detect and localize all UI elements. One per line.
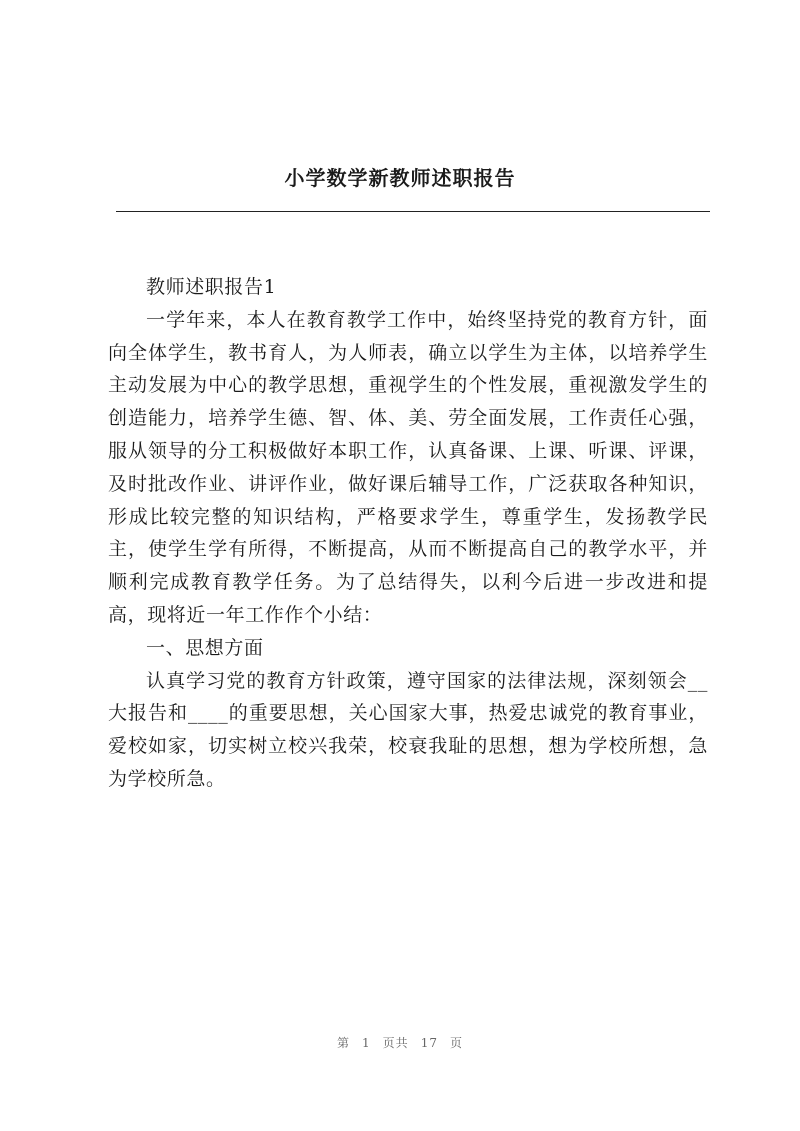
- document-body: [108, 271, 708, 796]
- section-heading-thought: 一、思想方面: [146, 636, 264, 659]
- footer-suffix: 页: [449, 1036, 463, 1050]
- document-title: 小学数学新教师述职报告: [284, 166, 516, 190]
- paragraph-intro: 一学年来，本人在教育教学工作中，始终坚持党的教育方针，面向全体学生，教书育人，为人师表，确立以学生为主体，以培养学生主动发展为中心的教学思想，重视学生的个性发展，重视激发学生的创造能力，培养学生德、智、体、美、劳全面发展，工作责任心强，服从领导的分工积极做好本职工作，认真备课、上课、听课、评课，及时批改作业、讲评作业，做好课后辅导工作，广泛获取各种知识，形成比较完整的知识结构，严格要求学生，尊重学生，发扬教学民主，使学生学有所得，不断提高，从而不断提高自己的教学水平，并顺利完成教育教学任务。为了总结得失，以利今后进一步改进和提高，现将近一年工作作个小结：: [108, 308, 708, 626]
- title-divider: [116, 211, 710, 212]
- footer-total-pages: 17: [420, 1036, 438, 1050]
- footer-prefix: 第: [337, 1036, 351, 1050]
- section-heading-report: 教师述职报告1: [146, 276, 277, 298]
- page-footer: [0, 1034, 800, 1051]
- footer-page-number: 1: [362, 1036, 371, 1050]
- footer-middle: 页共: [382, 1036, 409, 1050]
- paragraph-thought: 认真学习党的教育方针政策，遵守国家的法律法规，深刻领会__大报告和____的重要思想，关心国家大事，热爱忠诚党的教育事业，爱校如家，切实树立校兴我荣，校衰我耻的思想，想为学校所想，急为学校所急。: [108, 669, 708, 790]
